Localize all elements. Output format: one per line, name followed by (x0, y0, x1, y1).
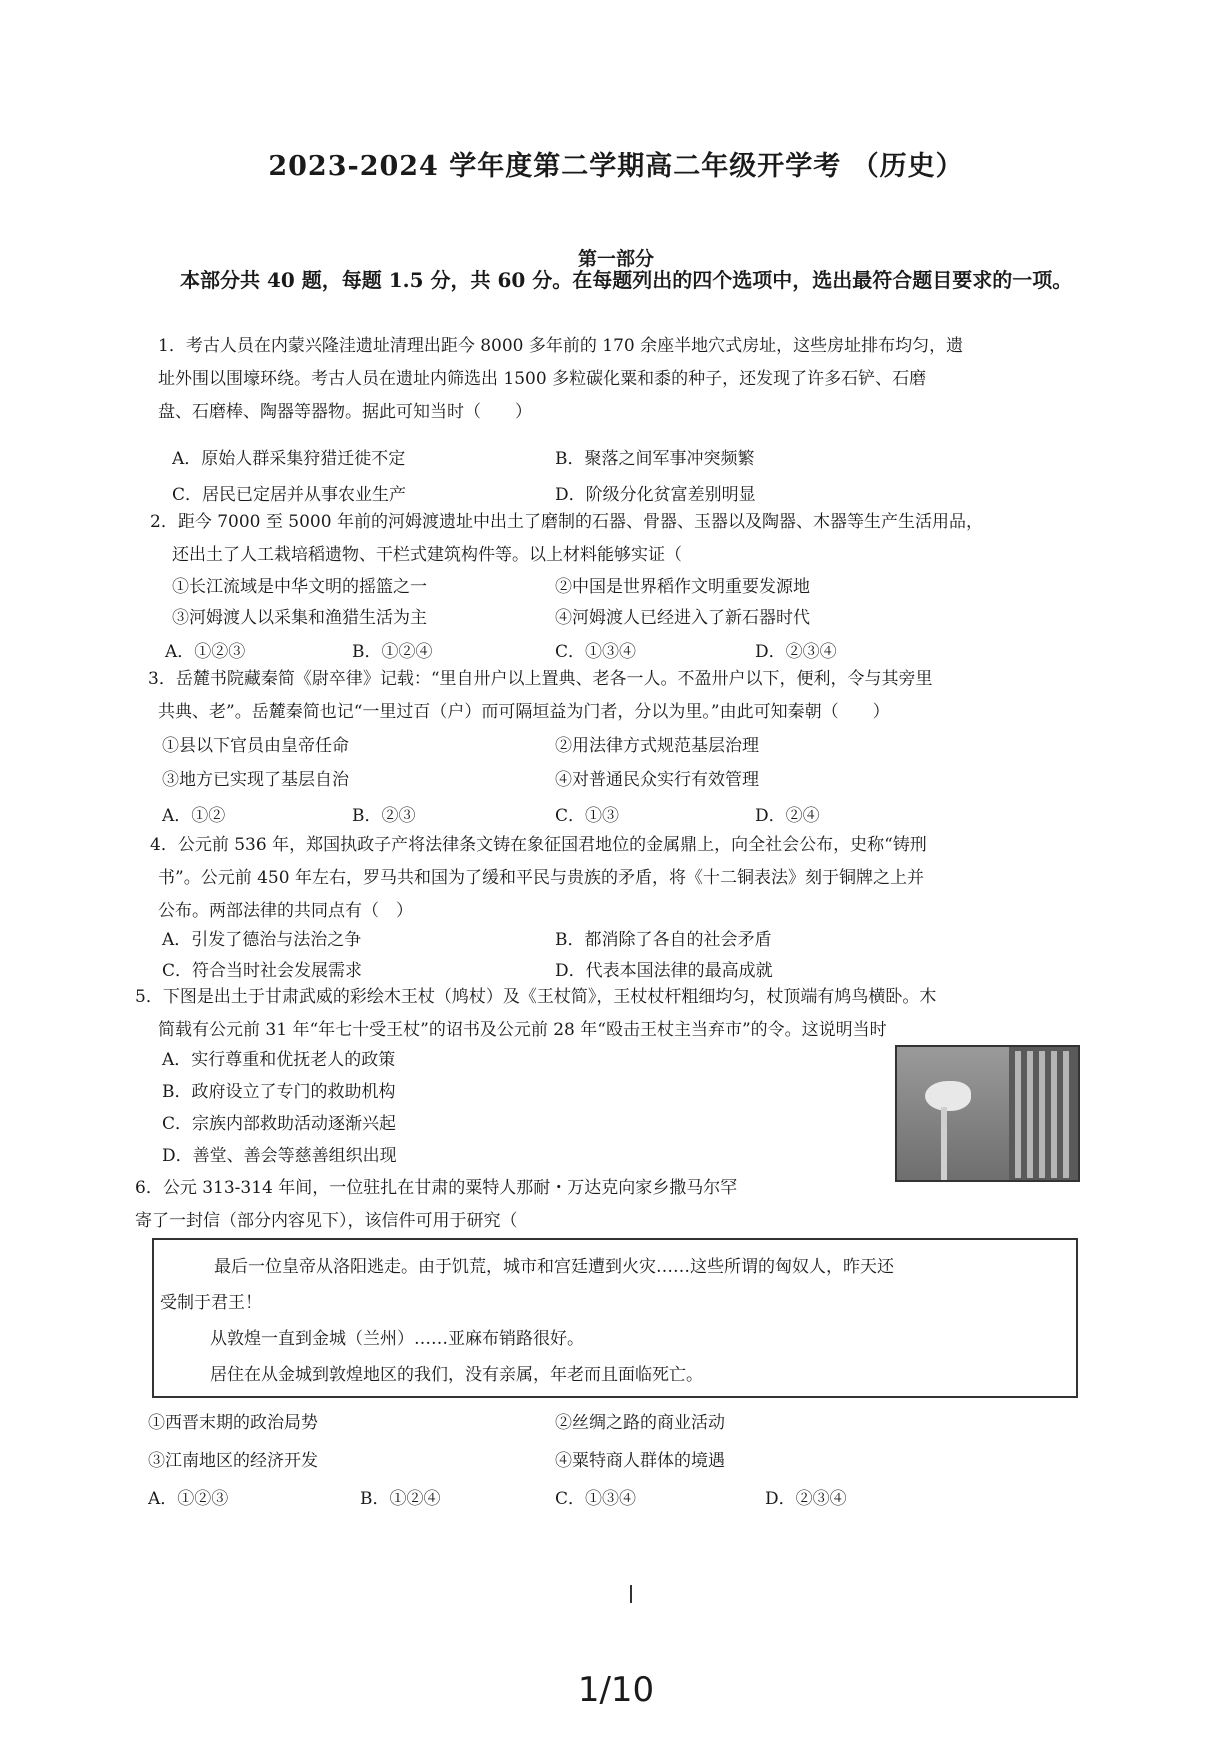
q5-option-c: C．宗族内部救助活动逐渐兴起 (162, 1114, 397, 1134)
q6-option-d: D．②③④ (765, 1489, 847, 1509)
bamboo-slip (1039, 1051, 1045, 1178)
letter-line-4: 居住在从金城到敦煌地区的我们，没有亲属，年老而且面临死亡。 (210, 1365, 703, 1385)
page-number: 1/10 (577, 1670, 655, 1710)
page-mark (630, 1585, 632, 1603)
royal-staff-photo (895, 1045, 1080, 1182)
q4-stem-line-1: 4．公元前 536 年，郑国执政子产将法律条文铸在象征国君地位的金属鼎上，向全社会公布，史称“铸刑 (150, 835, 927, 855)
staff-image (897, 1047, 1009, 1182)
bamboo-slip (1015, 1051, 1021, 1178)
q1-stem-line-1: 1．考古人员在内蒙兴隆洼遗址清理出距今 8000 多年前的 170 余座半地穴式房址，这些房址排布均匀，遗 (158, 336, 964, 356)
letter-line-1: 最后一位皇帝从洛阳逃走。由于饥荒，城市和宫廷遭到火灾……这些所谓的匈奴人，昨天还 (214, 1257, 894, 1277)
bamboo-slip (1027, 1051, 1033, 1178)
bamboo-slips-image (1009, 1047, 1080, 1182)
q5-stem-line-1: 5．下图是出土于甘肃武威的彩绘木王杖（鸠杖）及《王杖简》，王杖杖杆粗细均匀，杖顶端有鸠鸟横卧。木 (135, 987, 937, 1007)
q3-option-a: A．①② (162, 806, 226, 826)
q6-stem-line-1: 6．公元 313-314 年间，一位驻扎在甘肃的粟特人那耐・万达克向家乡撒马尔罕 (135, 1178, 738, 1198)
q2-item-4: ④河姆渡人已经进入了新石器时代 (555, 608, 810, 628)
q2-option-c: C．①③④ (555, 642, 637, 662)
q2-option-b: B．①②④ (352, 642, 433, 662)
q6-item-1: ①西晋末期的政治局势 (148, 1413, 318, 1433)
q4-option-d: D．代表本国法律的最高成就 (555, 961, 773, 981)
q5-option-b: B．政府设立了专门的救助机构 (162, 1082, 396, 1102)
q4-option-c: C．符合当时社会发展需求 (162, 961, 363, 981)
q5-option-d: D．善堂、善会等慈善组织出现 (162, 1146, 397, 1166)
q1-option-c: C．居民已定居并从事农业生产 (172, 485, 407, 505)
letter-excerpt-box (152, 1238, 1078, 1398)
q1-stem-line-2: 址外围以围壕环绕。考古人员在遗址内筛选出 1500 多粒碳化粟和黍的种子，还发现了许多石铲、石磨 (158, 369, 927, 389)
q6-option-c: C．①③④ (555, 1489, 637, 1509)
section-instructions: 本部分共 40 题，每题 1.5 分，共 60 分。在每题列出的四个选项中，选出最符合题目要求的一项。 (180, 268, 1073, 292)
q3-stem-line-1: 3．岳麓书院藏秦简《尉卒律》记载：“里自卅户以上置典、老各一人。不盈卅户以下，便利，令与其旁里 (148, 669, 933, 689)
section-heading: 第一部分 (577, 248, 654, 270)
staff-pole (941, 1107, 947, 1182)
q4-option-b: B．都消除了各自的社会矛盾 (555, 930, 772, 950)
q4-stem-line-2: 书”。公元前 450 年左右，罗马共和国为了缓和平民与贵族的矛盾，将《十二铜表法》刻于铜牌之上并 (158, 868, 924, 888)
q2-item-2: ②中国是世界稻作文明重要发源地 (555, 577, 810, 597)
q3-option-b: B．②③ (352, 806, 416, 826)
dove-figure (925, 1081, 971, 1111)
q3-item-2: ②用法律方式规范基层治理 (555, 736, 759, 756)
q6-item-2: ②丝绸之路的商业活动 (555, 1413, 725, 1433)
q3-item-1: ①县以下官员由皇帝任命 (162, 736, 349, 756)
bamboo-slip (1063, 1051, 1069, 1178)
q1-option-d: D．阶级分化贫富差别明显 (555, 485, 756, 505)
q4-option-a: A．引发了德治与法治之争 (162, 930, 362, 950)
q6-item-4: ④粟特商人群体的境遇 (555, 1451, 725, 1471)
q5-option-a: A．实行尊重和优抚老人的政策 (162, 1050, 396, 1070)
q3-item-4: ④对普通民众实行有效管理 (555, 770, 759, 790)
q2-stem-line-1: 2．距今 7000 至 5000 年前的河姆渡遗址中出土了磨制的石器、骨器、玉器以及陶器、木器等生产生活用品， (150, 512, 983, 532)
letter-line-3: 从敦煌一直到金城（兰州）……亚麻布销路很好。 (210, 1329, 584, 1349)
q2-item-1: ①长江流域是中华文明的摇篮之一 (172, 577, 427, 597)
q1-option-b: B．聚落之间军事冲突频繁 (555, 449, 755, 469)
letter-line-2: 受制于君王！ (160, 1293, 262, 1313)
q1-stem-line-3: 盘、石磨棒、陶器等器物。据此可知当时（ ） (158, 402, 532, 422)
q6-option-a: A．①②③ (148, 1489, 229, 1509)
bamboo-slip (1051, 1051, 1057, 1178)
q4-stem-line-3: 公布。两部法律的共同点有（ ） (158, 901, 413, 921)
q2-stem-line-2: 还出土了人工栽培稻遗物、干栏式建筑构件等。以上材料能够实证（ (172, 545, 682, 565)
q3-option-c: C．①③ (555, 806, 620, 826)
q2-option-a: A．①②③ (165, 642, 246, 662)
q6-stem-line-2: 寄了一封信（部分内容见下），该信件可用于研究（ (135, 1211, 518, 1231)
q6-item-3: ③江南地区的经济开发 (148, 1451, 318, 1471)
q6-option-b: B．①②④ (360, 1489, 441, 1509)
q2-option-d: D．②③④ (755, 642, 837, 662)
q5-stem-line-2: 简载有公元前 31 年“年七十受王杖”的诏书及公元前 28 年“殴击王杖主当弃市”的令。这说明当时 (158, 1020, 887, 1040)
q2-item-3: ③河姆渡人以采集和渔猎生活为主 (172, 608, 427, 628)
exam-title: 2023-2024 学年度第二学期高二年级开学考 （历史） (268, 151, 964, 182)
q3-item-3: ③地方已实现了基层自治 (162, 770, 349, 790)
q3-stem-line-2: 共典、老”。岳麓秦简也记“一里过百（户）而可隔垣益为门者，分以为里。”由此可知秦朝（ ） (158, 702, 890, 722)
q3-option-d: D．②④ (755, 806, 820, 826)
q1-option-a: A．原始人群采集狩猎迁徙不定 (172, 449, 406, 469)
